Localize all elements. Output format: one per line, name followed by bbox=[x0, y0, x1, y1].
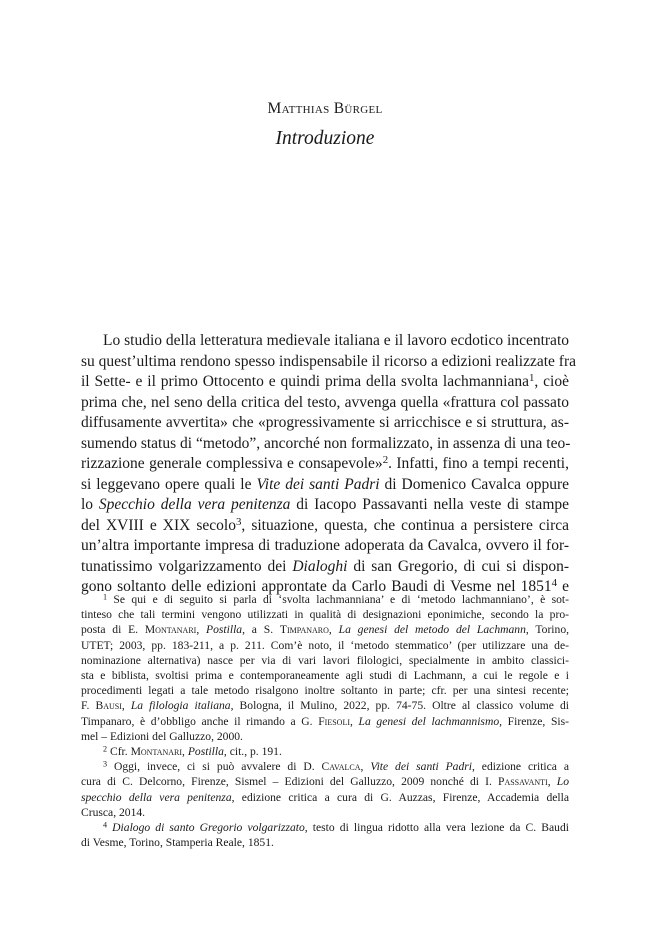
footnote-line: Crusca, 2014. bbox=[81, 805, 146, 819]
body-line: prima che, nel seno della critica del testo, avvenga quella «frattura col passato bbox=[81, 393, 569, 411]
body-line: su quest’ultima rendono spesso indispensabile il ricorso a edizioni realizzate fra bbox=[81, 352, 576, 370]
footnote-ref-1[interactable]: 1 bbox=[528, 372, 535, 385]
footnote-line: Timpanaro, è d’obbligo anche il rimando a G. Fiesoli, La genesi del lachmannismo, Firenze, Sis- bbox=[81, 714, 570, 728]
footnote-line: UTET; 2003, pp. 183-211, a p. 211. Com’è noto, il ‘metodo stemmatico’ (per utilizzare una de- bbox=[81, 638, 569, 652]
body-line: rizzazione generale complessiva e consapevole»$^2$. Infatti, fino a tempi recenti, bbox=[81, 454, 569, 472]
footnote-1: $^1$ Se qui e di seguito si parla di ‘svolta lachmanniana’ e di ‘metodo lachmanniano’, è sot- bbox=[103, 592, 569, 606]
body-line: un’altra importante impresa di traduzione adoperata da Cavalca, ovvero il for- bbox=[81, 537, 569, 554]
footnote-line: di Vesme, Torino, Stamperia Reale, 1851. bbox=[81, 836, 274, 850]
footnote-line: posta di E. Montanari, Postilla, a S. Timpanaro, La genesi del metodo del Lachmann, Torino, bbox=[81, 623, 570, 637]
footnote-line: nominazione alternativa) nasce per via di vari lavori filologici, specialmente in ambito classici- bbox=[81, 653, 569, 667]
body-line: il Sette- e il primo Ottocento e quindi prima della svolta lachmanniana$^1$, cioè bbox=[81, 372, 569, 390]
footnote-line: specchio della vera penitenza, edizione critica a cura di G. Auzzas, Firenze, Accademia della bbox=[81, 790, 569, 804]
footnote-ref-2[interactable]: 2 bbox=[382, 454, 389, 467]
footnote-2: $^2$ Cfr. Montanari, Postilla, cit., p. 191. bbox=[103, 744, 282, 759]
footnote-4: $^4$ Dialogo di santo Gregorio volgarizzato, testo di lingua ridotto alla vera lezione da C. Baudi bbox=[103, 820, 569, 835]
body-line: sumendo status di “metodo”, ancorché non formalizzato, in assenza di una teo- bbox=[81, 434, 571, 452]
body-line: tunatissimo volgarizzamento dei Dialoghi di san Gregorio, di cui si dispon- bbox=[81, 557, 569, 575]
body-line: del XVIII e XIX secolo$^3$, situazione, questa, che continua a persistere circa bbox=[81, 515, 569, 534]
body-line: lo Specchio della vera penitenza di Iacopo Passavanti nella veste di stampe bbox=[81, 496, 569, 513]
body-line: Lo studio della letteratura medievale italiana e il lavoro ecdotico incentrato bbox=[103, 332, 569, 349]
chapter-title: Introduzione bbox=[275, 128, 375, 149]
body-line: diffusamente avvertita» che «progressivamente si arricchisce e si struttura, as- bbox=[81, 414, 569, 431]
body-paragraph bbox=[81, 331, 576, 598]
footnote-ref-3[interactable]: 3 bbox=[235, 515, 242, 528]
footnote-line: mel – Edizioni del Galluzzo, 2000. bbox=[81, 729, 243, 743]
footnotes bbox=[81, 592, 569, 850]
footnote-line: tinteso che tali termini vengono utilizzati in qualità di designazioni eponimiche, secondo la pro- bbox=[81, 608, 569, 622]
footnote-ref-4[interactable]: 4 bbox=[551, 577, 558, 590]
footnote-line: sta e biblista, svoltisi prima e contemporaneamente agli studi di Lachmann, a cui le regole e i bbox=[81, 669, 569, 683]
footnote-line: F. Bausi, La filologia italiana, Bologna, il Mulino, 2022, pp. 74-75. Oltre al classico volume di bbox=[81, 699, 569, 713]
footnote-3: $^3$ Oggi, invece, ci si può avvalere di D. Cavalca, Vite dei santi Padri, edizione critica a bbox=[103, 759, 569, 774]
footnote-line: procedimenti legati a tale metodo risalgono inoltre soltanto in parte; cfr. per una sintesi recente; bbox=[81, 684, 569, 698]
author-name: Matthias Bürgel bbox=[267, 100, 383, 117]
body-line: gono soltanto delle edizioni approntate da Carlo Baudi di Vesme nel 1851$^4$ e bbox=[81, 577, 569, 595]
footnote-line: cura di C. Delcorno, Firenze, Sismel – Edizioni del Galluzzo, 2009 nonché di I. Passavanti, Lo bbox=[81, 775, 570, 789]
body-line: si leggevano opere quali le Vite dei santi Padri di Domenico Cavalca oppure bbox=[81, 475, 569, 493]
